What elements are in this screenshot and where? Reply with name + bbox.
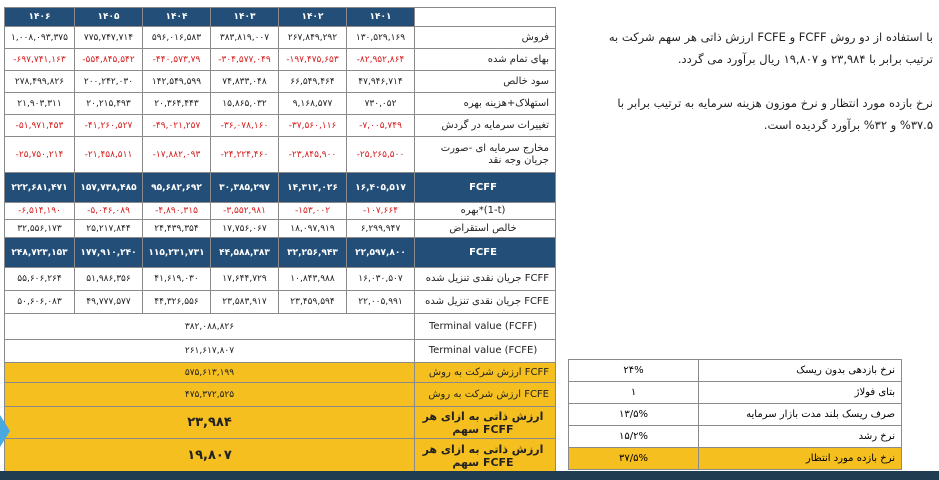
summary-row — [5, 314, 556, 340]
year-header: ۱۴۰۱ — [347, 8, 415, 27]
cell: ۷۴,۸۳۳,۰۴۸ — [211, 71, 279, 93]
table-row — [5, 203, 556, 220]
cell: ۵۹۶,۰۱۶,۵۸۳ — [143, 27, 211, 49]
cell: ۳۲,۲۵۶,۹۴۳ — [279, 238, 347, 268]
intrinsic-value-fcff: ۲۳,۹۸۴ — [5, 407, 415, 439]
cell: ۵۵,۶۰۶,۲۶۴ — [5, 268, 75, 291]
cell: ۱۷,۶۴۴,۷۲۹ — [211, 268, 279, 291]
terminal-value-fcfe: ۲۶۱,۶۱۷,۸۰۷ — [5, 340, 415, 363]
cell: ۲۶۷,۸۴۹,۲۹۲ — [279, 27, 347, 49]
row-label: استهلاک+هزینه بهره — [415, 93, 556, 115]
summary-label: ارزش ذاتی به ازای هر سهم FCFE — [415, 439, 556, 473]
row-label: خالص استقراض — [415, 220, 556, 238]
summary-paragraph-2: نرخ بازده مورد انتظار و نرخ موزون هزینه سرمایه به ترتیب برابر با ۳۷.۵% و ۳۲% برآورد گردیده است. — [617, 96, 933, 132]
summary-label: Terminal value (FCFF) — [415, 314, 556, 340]
firm-value-fcff: ۵۷۵,۶۱۳,۱۹۹ — [5, 363, 415, 383]
cell: ۲۳,۵۸۳,۹۱۷ — [211, 291, 279, 314]
summary-label: ارزش شرکت به روش FCFE — [415, 383, 556, 407]
cell: ۱۵,۸۶۵,۰۳۲ — [211, 93, 279, 115]
table-row — [5, 71, 556, 93]
cell: -۴۹,۰۲۱,۲۵۷ — [143, 115, 211, 137]
assumption-value: ۱۵/۲% — [569, 426, 699, 448]
cell: ۷۷۵,۷۴۷,۷۱۴ — [75, 27, 143, 49]
cell: ۶۶,۵۴۹,۴۶۴ — [279, 71, 347, 93]
assumption-row — [569, 448, 902, 470]
year-header: ۱۴۰۳ — [211, 8, 279, 27]
assumption-row — [569, 404, 902, 426]
cell: -۵۵۴,۸۴۵,۵۴۲ — [75, 49, 143, 71]
cell: ۵۰,۶۰۶,۰۸۳ — [5, 291, 75, 314]
cell: ۲۲,۰۰۵,۹۹۱ — [347, 291, 415, 314]
cell: ۴۷,۹۴۶,۷۱۴ — [347, 71, 415, 93]
assumption-row — [569, 382, 902, 404]
year-header: ۱۴۰۵ — [75, 8, 143, 27]
row-label: فروش — [415, 27, 556, 49]
cell: ۲۰۰,۲۴۲,۰۳۰ — [75, 71, 143, 93]
table-row — [5, 220, 556, 238]
assumption-row — [569, 360, 902, 382]
assumptions-table — [568, 359, 902, 470]
cell: ۲۴,۴۳۹,۳۵۴ — [143, 220, 211, 238]
cell: -۴۱,۲۶۰,۵۲۷ — [75, 115, 143, 137]
cell: -۳۰۴,۵۷۷,۰۴۹ — [211, 49, 279, 71]
intrinsic-value-fcfe: ۱۹,۸۰۷ — [5, 439, 415, 473]
cell: ۴۴,۵۸۸,۳۸۳ — [211, 238, 279, 268]
row-label: جریان نقدی تنزیل شده FCFF — [415, 268, 556, 291]
assumption-value: ۱۳/۵% — [569, 404, 699, 426]
summary-row — [5, 407, 556, 439]
cell: -۱۹۷,۴۷۵,۶۵۳ — [279, 49, 347, 71]
cell: -۱۰۷,۶۶۴ — [347, 203, 415, 220]
cell: -۵,۰۴۶,۰۸۹ — [75, 203, 143, 220]
summary-paragraph-1: با استفاده از دو روش FCFF و FCFE ارزش ذاتی هر سهم شرکت به ترتیب برابر با ۲۳,۹۸۴ و ۱۹,۸۰۷ ریال برآورد می گردد. — [608, 30, 933, 66]
cell: ۲۷۸,۴۹۹,۸۲۶ — [5, 71, 75, 93]
cell: -۵۱,۹۷۱,۴۵۳ — [5, 115, 75, 137]
cell: ۹,۱۶۸,۵۷۷ — [279, 93, 347, 115]
summary-row — [5, 439, 556, 473]
cell: ۳۸۳,۸۱۹,۰۰۷ — [211, 27, 279, 49]
cell: ۲۱,۹۰۳,۳۱۱ — [5, 93, 75, 115]
table-row-fcfe — [5, 238, 556, 268]
cell: ۳۲,۵۵۶,۱۷۳ — [5, 220, 75, 238]
terminal-value-fcff: ۳۸۲,۰۸۸,۸۲۶ — [5, 314, 415, 340]
table-row-fcff — [5, 173, 556, 203]
firm-value-fcfe: ۴۷۵,۳۷۲,۵۲۵ — [5, 383, 415, 407]
cell: ۱۶,۴۰۵,۵۱۷ — [347, 173, 415, 203]
assumption-row — [569, 426, 902, 448]
footer-bar — [0, 471, 939, 480]
cell: -۳,۵۵۲,۹۸۱ — [211, 203, 279, 220]
cell: -۳۶,۰۷۸,۱۶۰ — [211, 115, 279, 137]
table-row — [5, 291, 556, 314]
cell: ۲۵,۲۱۷,۸۴۴ — [75, 220, 143, 238]
row-label: مخارج سرمایه ای -صورت جریان وجه نقد — [415, 137, 556, 173]
year-header: ۱۴۰۴ — [143, 8, 211, 27]
cell: ۲۴۸,۷۲۳,۱۵۳ — [5, 238, 75, 268]
cell: ۱۵۷,۷۳۸,۴۸۵ — [75, 173, 143, 203]
year-header: ۱۴۰۶ — [5, 8, 75, 27]
cell: -۲۳,۸۴۵,۹۰۰ — [279, 137, 347, 173]
cell: ۱۴,۳۱۲,۰۲۶ — [279, 173, 347, 203]
cell: -۱۷,۸۸۲,۰۹۳ — [143, 137, 211, 173]
assumption-label: صرف ریسک بلند مدت بازار سرمایه — [699, 404, 902, 426]
row-label: جریان نقدی تنزیل شده FCFE — [415, 291, 556, 314]
assumption-label: نرخ رشد — [699, 426, 902, 448]
cell: -۶۹۷,۷۴۱,۱۶۳ — [5, 49, 75, 71]
row-label: بهای تمام شده — [415, 49, 556, 71]
row-label: بهره*(1-t) — [415, 203, 556, 220]
cell: ۵۱,۹۸۶,۳۵۶ — [75, 268, 143, 291]
cell: ۲۰,۲۱۵,۴۹۳ — [75, 93, 143, 115]
cell: ۱۰,۸۴۳,۹۸۸ — [279, 268, 347, 291]
cell: ۱۱۵,۲۳۱,۷۳۱ — [143, 238, 211, 268]
cell: ۱۶,۰۳۰,۵۰۷ — [347, 268, 415, 291]
assumption-value: ۲۴% — [569, 360, 699, 382]
table-row — [5, 137, 556, 173]
summary-label: ارزش شرکت به روش FCFF — [415, 363, 556, 383]
cell: ۲۰,۳۶۴,۴۴۳ — [143, 93, 211, 115]
cell: ۱,۰۰۸,۰۹۳,۳۷۵ — [5, 27, 75, 49]
cell: ۶,۲۹۹,۹۴۷ — [347, 220, 415, 238]
cell: ۹۵,۶۸۲,۶۹۲ — [143, 173, 211, 203]
cell: ۷۳۰,۰۵۲ — [347, 93, 415, 115]
summary-row — [5, 340, 556, 363]
header-label — [415, 8, 556, 27]
year-header-row — [5, 8, 556, 27]
table-row — [5, 115, 556, 137]
cell: ۱۳۰,۵۲۹,۱۶۹ — [347, 27, 415, 49]
cell: ۴۹,۷۷۷,۵۷۷ — [75, 291, 143, 314]
cell: -۴۴۰,۵۷۳,۷۹ — [143, 49, 211, 71]
row-label: FCFE — [415, 238, 556, 268]
row-label: FCFF — [415, 173, 556, 203]
cell: -۸۲,۹۵۲,۸۶۴ — [347, 49, 415, 71]
cell: ۲۲,۵۹۷,۸۰۰ — [347, 238, 415, 268]
table-row — [5, 93, 556, 115]
decorative-arrow — [0, 415, 10, 447]
cell: -۲۱,۴۵۸,۵۱۱ — [75, 137, 143, 173]
cell: ۴۴,۳۲۶,۵۵۶ — [143, 291, 211, 314]
cell: -۲۴,۲۲۴,۴۶۰ — [211, 137, 279, 173]
row-label: تغییرات سرمایه در گردش — [415, 115, 556, 137]
table-row — [5, 268, 556, 291]
cell: ۴۱,۶۱۹,۰۳۰ — [143, 268, 211, 291]
cell: -۴,۸۹۰,۳۱۵ — [143, 203, 211, 220]
cell: -۱۵۳,۰۰۲ — [279, 203, 347, 220]
summary-row — [5, 383, 556, 407]
year-header: ۱۴۰۲ — [279, 8, 347, 27]
cell: -۳۷,۵۶۰,۱۱۶ — [279, 115, 347, 137]
cell: -۶,۵۱۴,۱۹۰ — [5, 203, 75, 220]
cell: -۷,۰۰۵,۷۴۹ — [347, 115, 415, 137]
assumption-value: ۳۷/۵% — [569, 448, 699, 470]
cell: ۲۳,۴۵۹,۵۹۴ — [279, 291, 347, 314]
cell: ۲۲۲,۶۸۱,۴۷۱ — [5, 173, 75, 203]
cell: -۲۵,۷۵۰,۲۱۴ — [5, 137, 75, 173]
table-row — [5, 49, 556, 71]
cell: ۳۰,۳۸۵,۲۹۷ — [211, 173, 279, 203]
assumption-label: بتای فولاژ — [699, 382, 902, 404]
assumption-label: نرخ بازدهی بدون ریسک — [699, 360, 902, 382]
table-row — [5, 27, 556, 49]
assumption-label: نرخ بازده مورد انتظار — [699, 448, 902, 470]
assumption-value: ۱ — [569, 382, 699, 404]
cell: -۲۵,۲۶۵,۵۰۰ — [347, 137, 415, 173]
summary-label: Terminal value (FCFE) — [415, 340, 556, 363]
row-label: سود خالص — [415, 71, 556, 93]
summary-row — [5, 363, 556, 383]
cell: ۱۷,۷۵۶,۰۶۷ — [211, 220, 279, 238]
cell: ۱۴۲,۵۴۹,۵۹۹ — [143, 71, 211, 93]
summary-label: ارزش ذاتی به ازای هر سهم FCFF — [415, 407, 556, 439]
cell: ۱۷۷,۹۱۰,۲۴۰ — [75, 238, 143, 268]
valuation-table — [4, 7, 556, 473]
cell: ۱۸,۰۹۷,۹۱۹ — [279, 220, 347, 238]
